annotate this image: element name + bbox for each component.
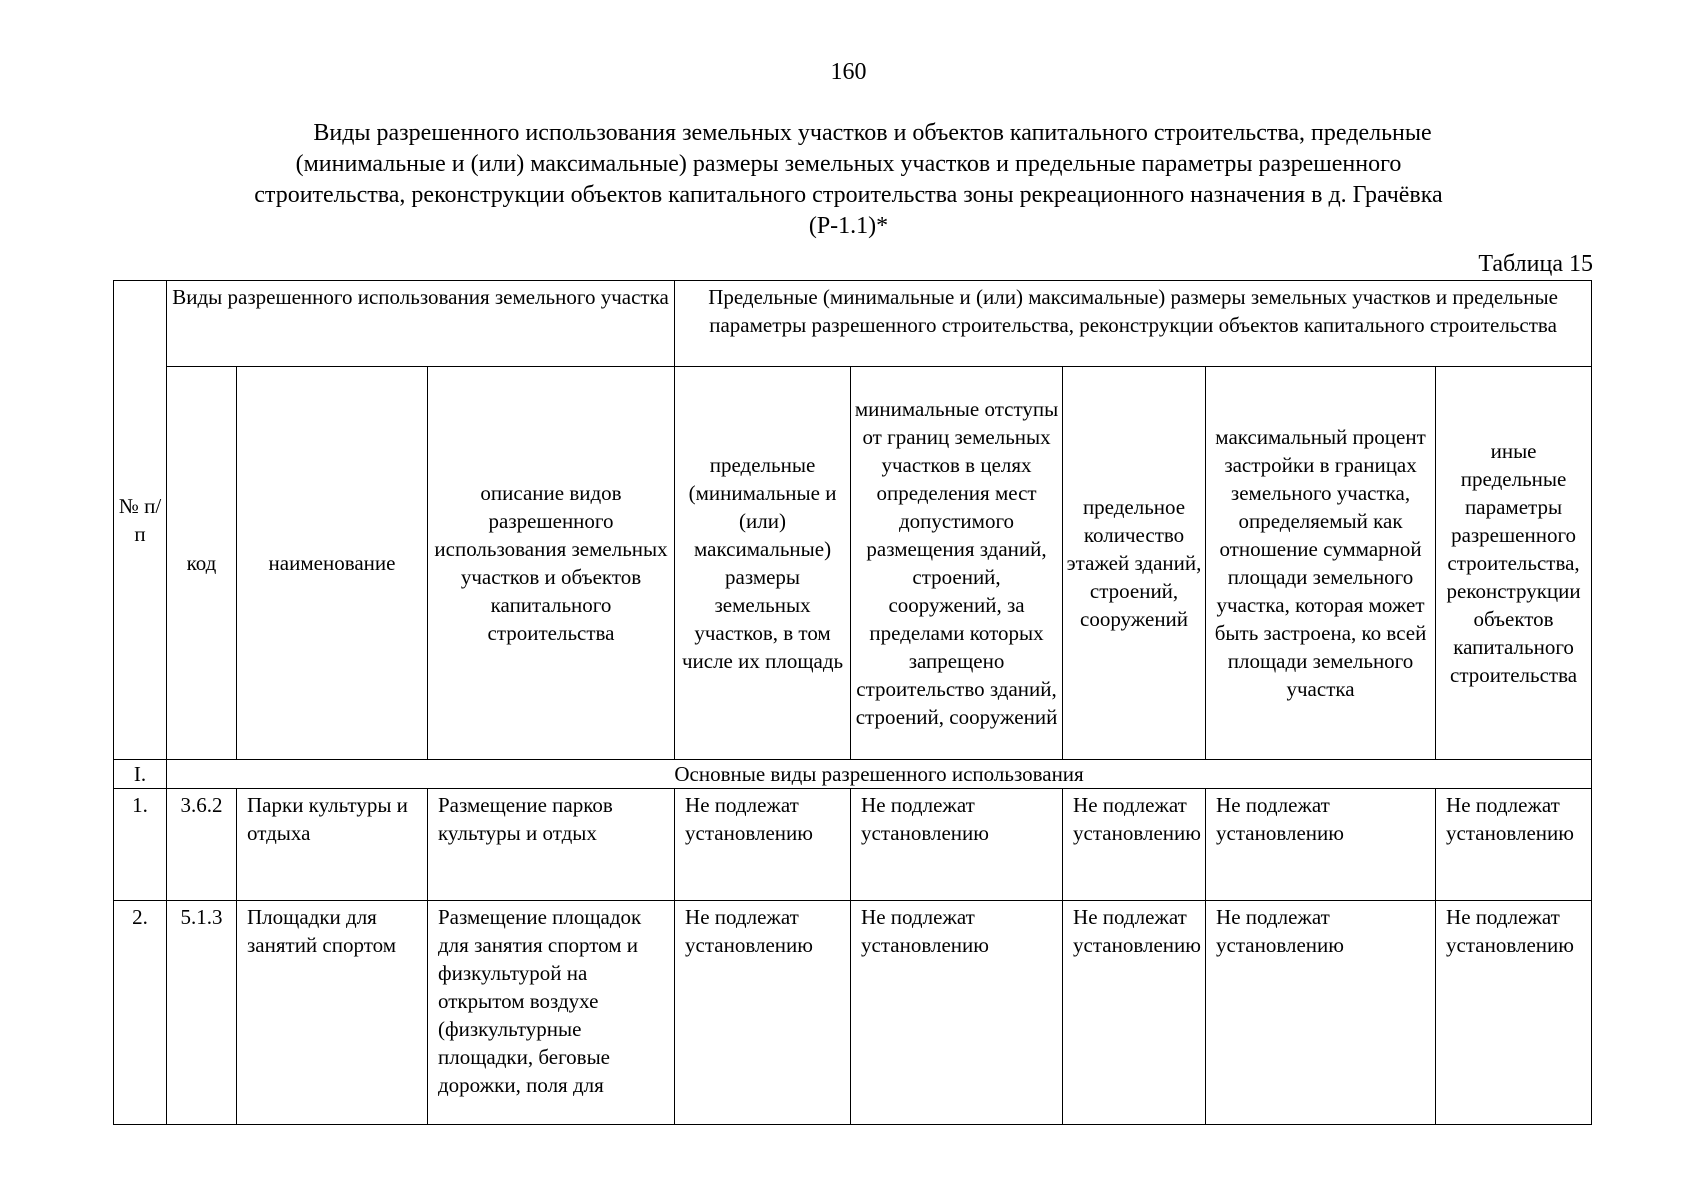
row-description: Размещение площадок для занятия спортом и физкультурой на открытом воздухе (физкультурные площадки, беговые дорожки, поля для (428, 901, 675, 1125)
row-setbacks: Не подлежат установлению (851, 901, 1063, 1125)
row-number: 2. (114, 901, 167, 1125)
row-floors: Не подлежат установлению (1063, 901, 1206, 1125)
row-code: 3.6.2 (167, 789, 237, 901)
row-code: 5.1.3 (167, 901, 237, 1125)
header-floors: предельное количество этажей зданий, строений, сооружений (1063, 367, 1206, 760)
header-num: № п/п (114, 281, 167, 760)
regulations-table (113, 280, 1592, 1125)
row-setbacks: Не подлежат установлению (851, 789, 1063, 901)
document-title (130, 118, 1567, 242)
header-group-land-use: Виды разрешенного использования земельного участка (167, 281, 675, 367)
row-plot-size: Не подлежат установлению (675, 901, 851, 1125)
title-line-3: строительства, реконструкции объектов капитального строительства зоны рекреационного назначения в д. Грачёвка (254, 182, 1443, 208)
row-name: Площадки для занятий спортом (237, 901, 428, 1125)
header-setbacks: минимальные отступы от границ земельных участков в целях определения мест допустимого размещения зданий, строений, сооружений, за пределами которых запрещено строительство зданий, строений, сооружений (851, 367, 1063, 760)
header-name: наименование (237, 367, 428, 760)
header-other: иные предельные параметры разрешенного строительства, реконструкции объектов капитального строительства (1436, 367, 1592, 760)
row-description: Размещение парков культуры и отдых (428, 789, 675, 901)
title-line-1: Виды разрешенного использования земельных участков и объектов капитального строительства, предельные (313, 120, 1432, 146)
row-number: 1. (114, 789, 167, 901)
table-row (114, 901, 1592, 1125)
section-title: Основные виды разрешенного использования (167, 760, 1592, 789)
section-number: I. (114, 760, 167, 789)
title-line-2: (минимальные и (или) максимальные) размеры земельных участков и предельные параметры разрешенного (295, 151, 1402, 177)
table-row (114, 789, 1592, 901)
section-row (114, 760, 1592, 789)
title-line-4: (Р-1.1)* (808, 213, 889, 239)
header-description: описание видов разрешенного использования земельных участков и объектов капитального строительства (428, 367, 675, 760)
header-group-parameters: Предельные (минимальные и (или) максимальные) размеры земельных участков и предельные параметры разрешенного строительства, реконструкции объектов капитального строительства (675, 281, 1592, 367)
header-code: код (167, 367, 237, 760)
row-floors: Не подлежат установлению (1063, 789, 1206, 901)
row-coverage: Не подлежат установлению (1206, 901, 1436, 1125)
row-other: Не подлежат установлению (1436, 901, 1592, 1125)
row-other: Не подлежат установлению (1436, 789, 1592, 901)
page-number: 160 (830, 59, 867, 85)
row-coverage: Не подлежат установлению (1206, 789, 1436, 901)
row-name: Парки культуры и отдыха (237, 789, 428, 901)
table-caption: Таблица 15 (1478, 251, 1593, 277)
header-coverage: максимальный процент застройки в границах земельного участка, определяемый как отношение суммарной площади земельного участка, которая может быть застроена, ко всей площади земельного участка (1206, 367, 1436, 760)
header-plot-size: предельные (минимальные и (или) максимальные) размеры земельных участков, в том числе их площадь (675, 367, 851, 760)
row-plot-size: Не подлежат установлению (675, 789, 851, 901)
